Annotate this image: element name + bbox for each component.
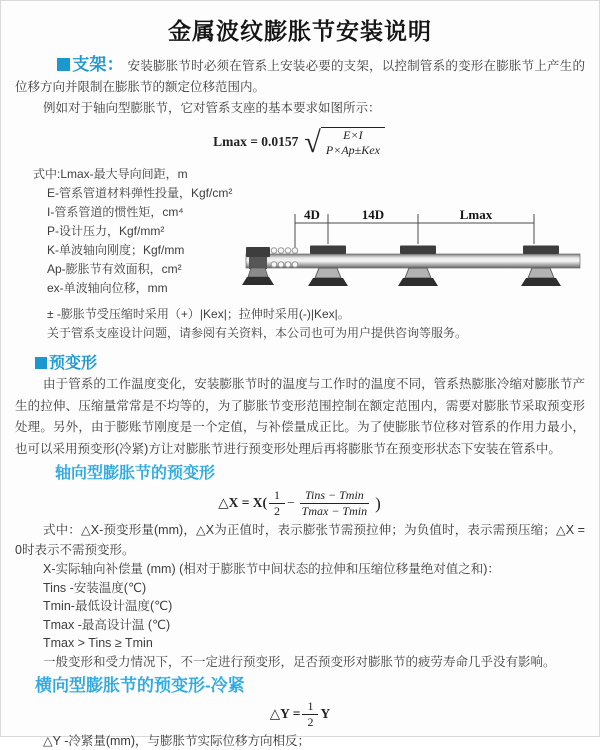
predeform-section-heading — [35, 353, 599, 374]
dy-formula-lhs: △Y = — [269, 706, 301, 721]
dx-right-paren: ) — [375, 493, 381, 513]
section-marker-icon — [57, 58, 70, 71]
dx-minus-operator: − — [287, 495, 295, 510]
page-title: 金属波纹膨胀节安装说明 — [168, 18, 432, 44]
support-section-heading — [57, 55, 124, 74]
axial-subheading: 轴向型膨胀节的预变形 — [55, 465, 216, 482]
delta-x-formula — [1, 486, 599, 520]
axial-item: Tmax > Tins ≥ Tmin — [43, 636, 153, 650]
definition-line: Ap-膨胀节有效面积，cm² — [47, 262, 182, 276]
dy-formula-rhs: Y — [320, 706, 331, 721]
support-intro-text: 安装膨胀节时必须在管系上安装必要的支架，以控制管系的变形在膨胀节上产生的位移方向并限制在膨胀节的额定位移范围内。 — [15, 59, 585, 94]
axial-item: Tins -安装温度(℃) — [43, 580, 147, 595]
lmax-formula-lhs: Lmax = 0.0157 — [213, 134, 299, 149]
predeform-heading-label: 预变形 — [49, 355, 98, 372]
dy-half-numerator: 1 — [302, 699, 318, 715]
lmax-fraction-numerator: E×I — [343, 127, 363, 142]
support-intro-paragraph — [15, 54, 585, 98]
dx-formula-lhs: △X = X( — [218, 495, 268, 510]
dx-explanation: 式中：△X-预变形量(mm)，△X为正值时，表示膨张节需预拉伸；为负值时，表示需预压缩；△X = 0时表示不需预变形。 — [15, 523, 585, 557]
dy-half-denominator: 2 — [307, 714, 314, 729]
definition-line: ex-单波轴向位移，mm — [47, 281, 168, 295]
lmax-fraction-denominator: P×Ap±Kex — [325, 142, 380, 157]
lmax-formula-fraction — [321, 127, 385, 158]
pipe-support-layout-diagram — [246, 207, 596, 302]
axial-item: 一般变形和受力情况下，不一定进行预变形，足否预变形对膨胀节的疲劳寿命几乎没有影响。 — [43, 654, 556, 669]
diagram-label-lmax: Lmax — [459, 207, 493, 222]
definition-line-plusminus: ± -膨胀节受压缩时采用（+）|Kex|；拉伸时采用(-)|Kex|。 — [47, 307, 350, 321]
lmax-formula-sqrt — [304, 127, 386, 158]
axial-item: Tmin-最低设计温度(℃) — [43, 599, 173, 613]
axial-item: X-实际轴向补偿量 (mm) (相对于膨胀节中间状态的拉伸和压缩位移量绝对值之和)： — [43, 562, 500, 576]
definition-line: I-管系管道的惯性矩，cm⁴ — [47, 205, 184, 219]
lmax-formula — [1, 125, 599, 159]
radical-sign: √ — [304, 126, 321, 159]
axial-items-list — [1, 560, 599, 671]
dx-half-fraction — [269, 488, 285, 519]
definition-line: P-设计压力，Kgf/mm² — [47, 224, 165, 238]
definition-line: K-单波轴向刚度；Kgf/mm — [47, 243, 185, 257]
lateral-subheading: 横向型膨胀节的预变形-冷紧 — [35, 676, 245, 695]
axial-item: Tmax -最高设计温 (℃) — [43, 617, 171, 632]
delta-y-formula — [1, 700, 599, 728]
predeform-paragraph: 由于管系的工作温度变化，安装膨胀节时的温度与工作时的温度不同，管系热膨胀冷缩对膨胀节产生的拉伸、压缩量常常是不均等的，为了膨胀节变形范围控制在额定范围内，需要对膨胀节采取预变形处理。另外，由于膨账节刚度是一个定值，与补偿量成正比。为了使膨胀节位移对管系的作用力最小，也可以采用预变形(冷紧)方让对膨胀节进行预变形处理后再将膨胀节在预变形状态下安装在管系中。 — [15, 377, 585, 456]
dx-half-numerator: 1 — [269, 488, 285, 504]
dy-half-fraction — [302, 699, 318, 730]
dy-explanation: △Y -冷紧量(mm)，与膨胀节实际位移方向相反； — [43, 734, 311, 748]
example-line: 例如对于轴向型膨胀节，它对管系支座的基本要求如图所示： — [43, 101, 381, 115]
consulting-note: 关于管系支座设计问题，请参阅有关资料，本公司也可为用户提供咨询等服务。 — [47, 326, 468, 340]
dx-temp-fraction — [297, 488, 372, 519]
diagram-label-4d: 4D — [304, 207, 320, 222]
dx-temp-numerator: Tins − Tmin — [300, 488, 369, 504]
diagram-label-14d: 14D — [361, 207, 385, 222]
dx-temp-denominator: Tmax − Tmin — [301, 503, 368, 518]
definition-line: E-管系管道材料弹性投量，Kgf/cm² — [47, 186, 233, 200]
dx-half-denominator: 2 — [274, 503, 281, 518]
definition-line: 式中:Lmax-最大导向间距，m — [33, 167, 188, 181]
section-marker-icon — [35, 357, 47, 369]
definitions-and-diagram — [1, 165, 599, 305]
support-heading-label: 支架： — [72, 55, 124, 74]
